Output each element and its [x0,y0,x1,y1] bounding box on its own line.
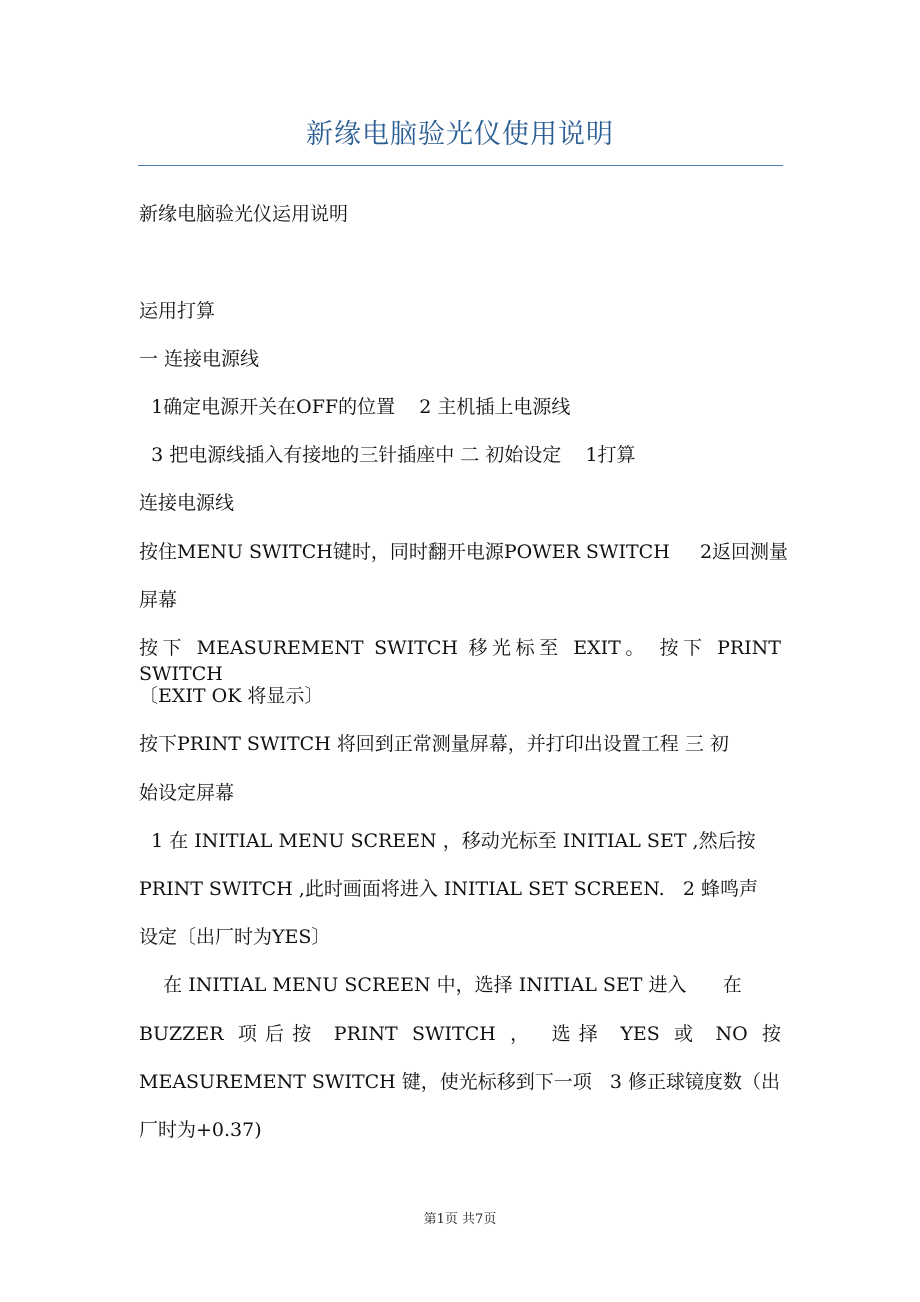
text-line: 厂时为+0.37) [139,1119,262,1141]
text-line: 设定〔出厂时为YES〕 [139,926,331,948]
page-footer: 第1页 共7页 [423,1212,497,1227]
text-line: 连接电源线 [139,492,235,514]
text-line: 3 把电源线插入有接地的三针插座中 二 初始设定 1打算 [139,444,636,466]
text-line: 屏幕 [139,589,178,611]
text-line: PRINT SWITCH ,此时画面将进入 INITIAL SET SCREEN. 2 蜂鸣声 [139,878,758,900]
text-line: 1 在 INITIAL MENU SCREEN ，移动光标至 INITIAL SET ,然后按 [139,830,756,852]
text-line: 按住MENU SWITCH键时，同时翻开电源POWER SWITCH 2返回测量 [139,541,789,563]
document-title: 新缘电脑验光仪使用说明 [306,119,614,150]
text-line: 新缘电脑验光仪运用说明 [139,203,349,225]
title-underline [138,165,783,166]
text-line: 始设定屏幕 [139,782,235,804]
text-line: 运用打算 [139,300,216,322]
text-line: MEASUREMENT SWITCH 键，使光标移到下一项 3 修正球镜度数（出 [139,1071,781,1093]
text-line: 一 连接电源线 [139,348,260,370]
text-line: 按下 MEASUREMENT SWITCH 移光标至 EXIT。 按下 PRINT SWITCH [139,637,781,685]
text-line: BUZZER 项后按 PRINT SWITCH ， 选择 YES 或 NO 按 [139,1023,781,1045]
text-line: 按下PRINT SWITCH 将回到正常测量屏幕，并打印出设置工程 三 初 [139,733,729,755]
text-line: 1确定电源开关在OFF的位置 2 主机插上电源线 [139,396,571,418]
text-line: 〔EXIT OK 将显示〕 [139,685,324,707]
text-line: 在 INITIAL MENU SCREEN 中，选择 INITIAL SET 进入 在 [139,974,742,996]
